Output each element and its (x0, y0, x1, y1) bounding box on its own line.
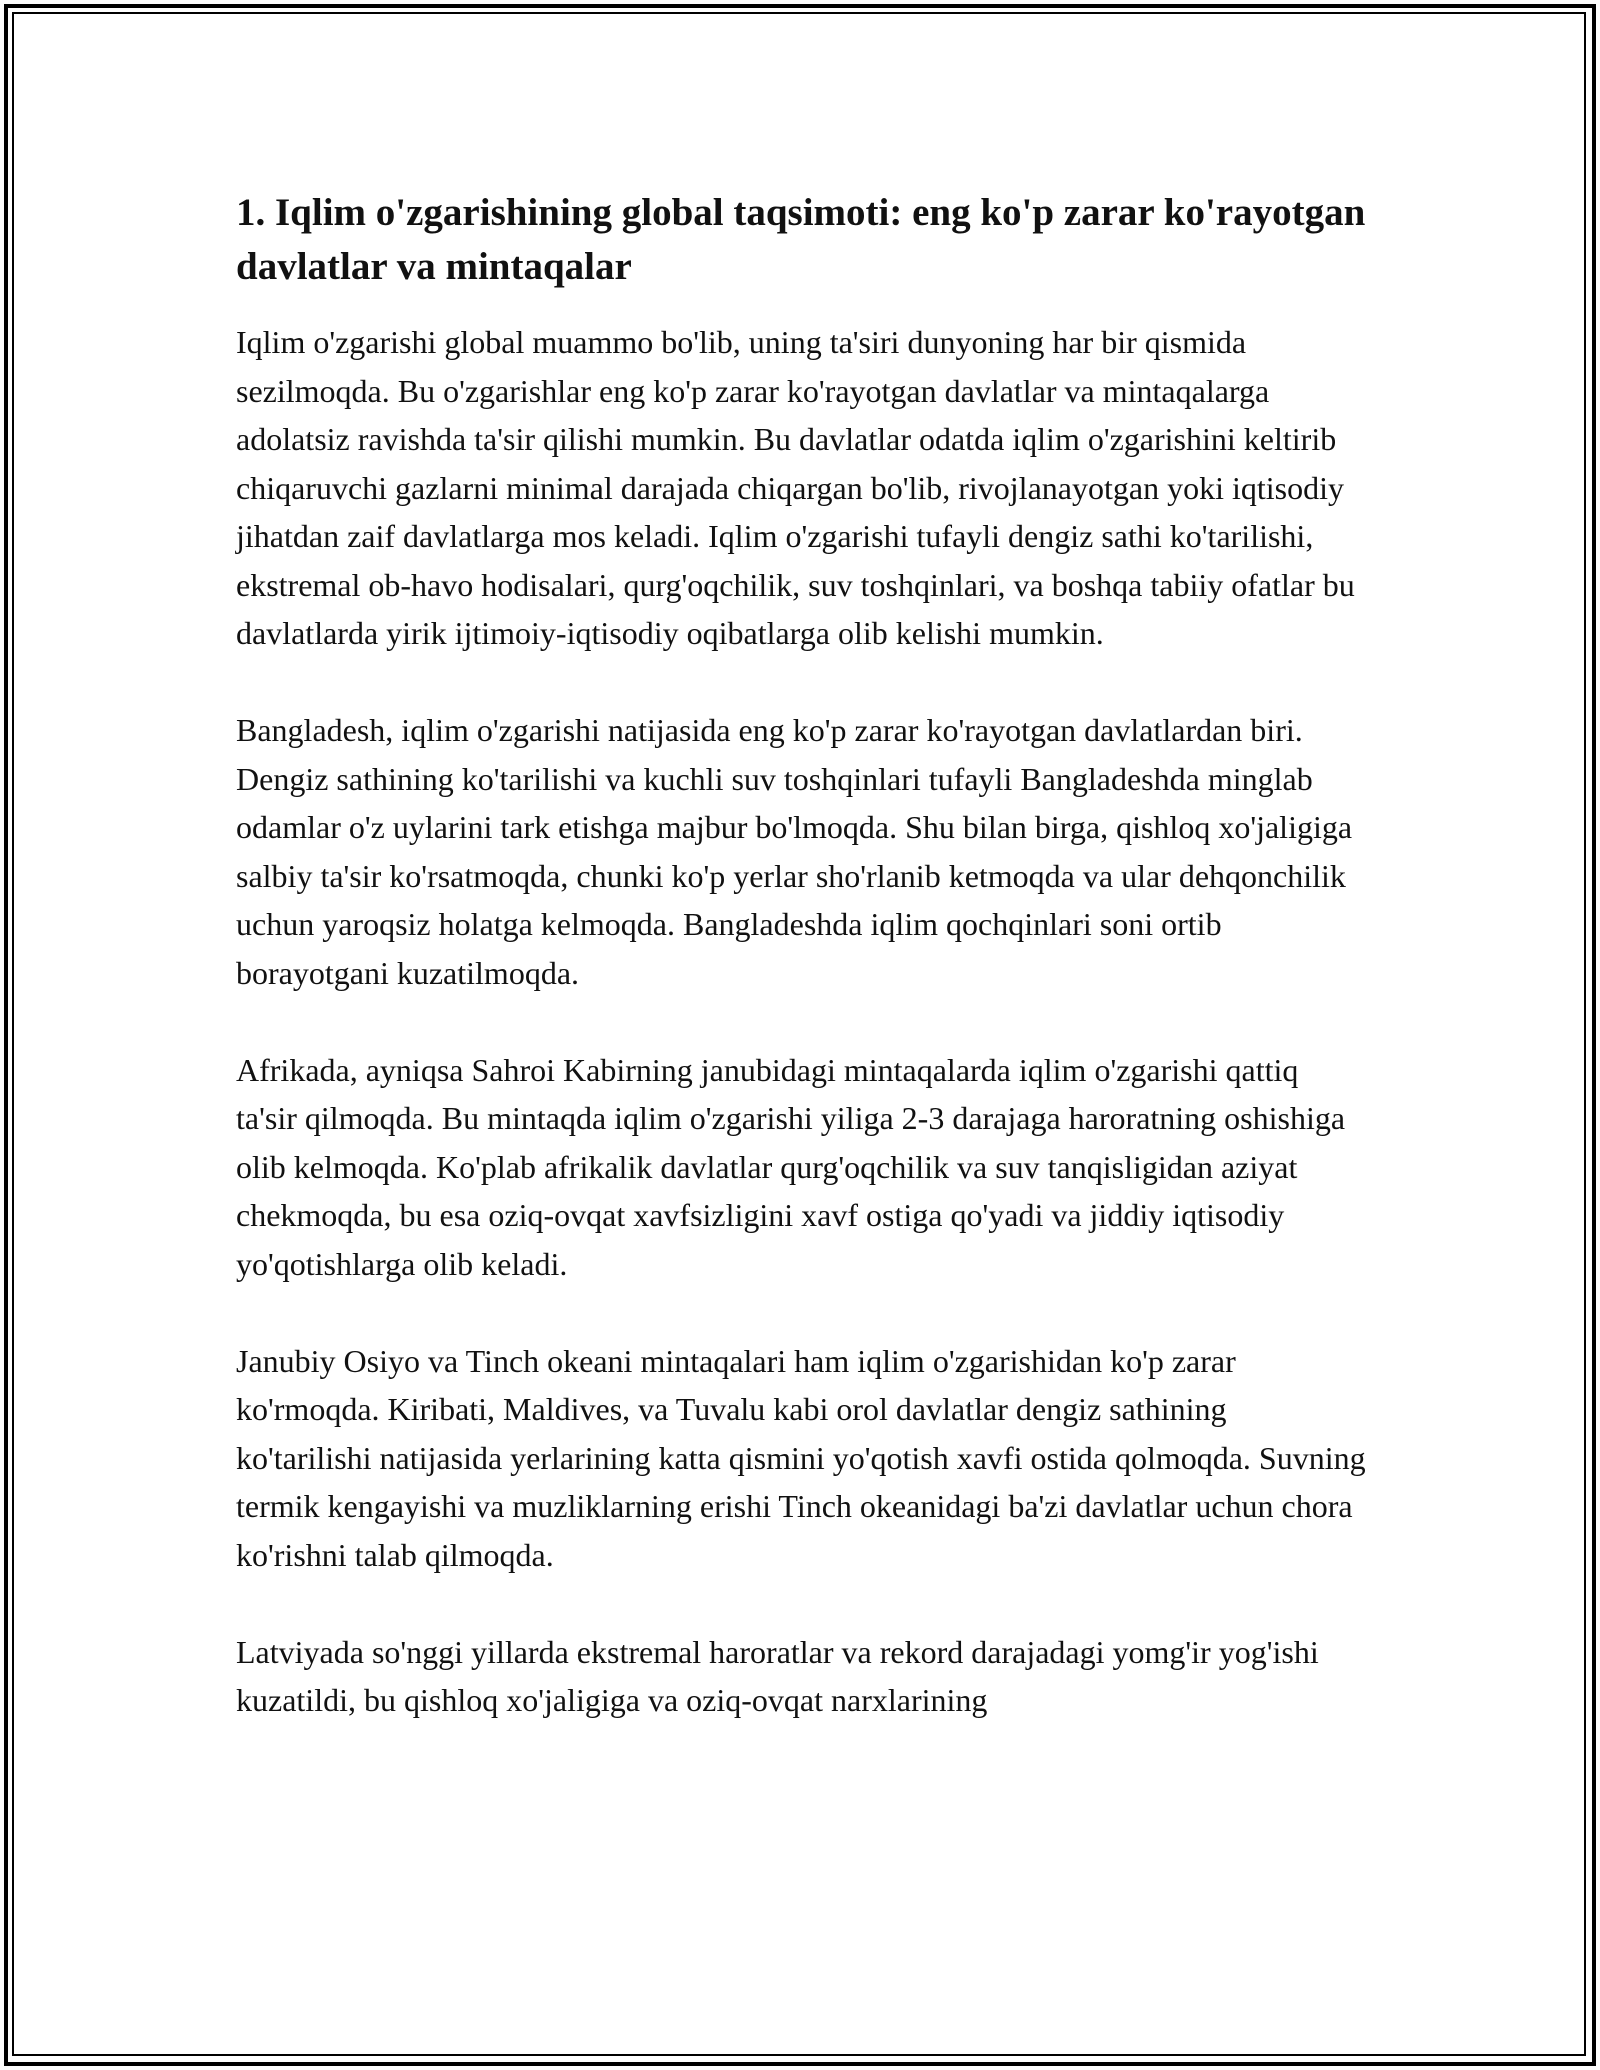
paragraph-latvia: Latviyada so'nggi yillarda ekstremal haroratlar va rekord darajadagi yomg'ir yog'ishi kuzatildi, bu qishloq xo'jaligiga va oziq-ovqat narxlarining (236, 1633, 1319, 1718)
paragraph-bangladesh: Bangladesh, iqlim o'zgarishi natijasida eng ko'p zarar ko'rayotgan davlatlardan biri. Dengiz sathining ko'tarilishi va kuchli suv toshqinlari tufayli Bangladeshda minglab odamlar o'z uylarini tark etishga majbur bo'lmoqda. Shu bilan birga, qishloq xo'jaligiga salbiy ta'sir ko'rsatmoqda, chunki ko'p yerlar sho'rlanib ketmoqda va ular dehqonchilik uchun yaroqsiz holatga kelmoqda. Bangladeshda iqlim qochqinlari soni ortib borayotgani kuzatilmoqda. (236, 712, 1353, 991)
section-heading: 1. Iqlim o'zgarishining global taqsimoti: eng ko'p zarar ko'rayotgan davlatlar va mintaqalar (236, 191, 1366, 288)
paragraph-south-asia-pacific: Janubiy Osiyo va Tinch okeani mintaqalari ham iqlim o'zgarishidan ko'p zarar ko'rmoqda. Kiribati, Maldives, va Tuvalu kabi orol davlatlar dengiz sathining ko'tarilishi natijasida yerlarining katta qismini yo'qotish xavfi ostida qolmoqda. Suvning termik kengayishi va muzliklarning erishi Tinch okeanidagi ba'zi davlatlar uchun chora ko'rishni talab qilmoqda. (236, 1342, 1366, 1573)
document-body (236, 186, 1366, 1725)
paragraph-africa: Afrikada, ayniqsa Sahroi Kabirning janubidagi mintaqalarda iqlim o'zgarishi qattiq ta'sir qilmoqda. Bu mintaqda iqlim o'zgarishi yiliga 2-3 darajaga haroratning oshishiga olib kelmoqda. Ko'plab afrikalik davlatlar qurg'oqchilik va suv tanqisligidan aziyat chekmoqda, bu esa oziq-ovqat xavfsizligini xavf ostiga qo'yadi va jiddiy iqtisodiy yo'qotishlarga olib keladi. (236, 1051, 1346, 1282)
paragraph-intro: Iqlim o'zgarishi global muammo bo'lib, uning ta'siri dunyoning har bir qismida sezilmoqda. Bu o'zgarishlar eng ko'p zarar ko'rayotgan davlatlar va mintaqalarga adolatsiz ravishda ta'sir qilishi mumkin. Bu davlatlar odatda iqlim o'zgarishini keltirib chiqaruvchi gazlarni minimal darajada chiqargan bo'lib, rivojlanayotgan yoki iqtisodiy jihatdan zaif davlatlarga mos keladi. Iqlim o'zgarishi tufayli dengiz sathi ko'tarilishi, ekstremal ob-havo hodisalari, qurg'oqchilik, suv toshqinlari, va boshqa tabiiy ofatlar bu davlatlarda yirik ijtimoiy-iqtisodiy oqibatlarga olib kelishi mumkin. (236, 324, 1355, 651)
